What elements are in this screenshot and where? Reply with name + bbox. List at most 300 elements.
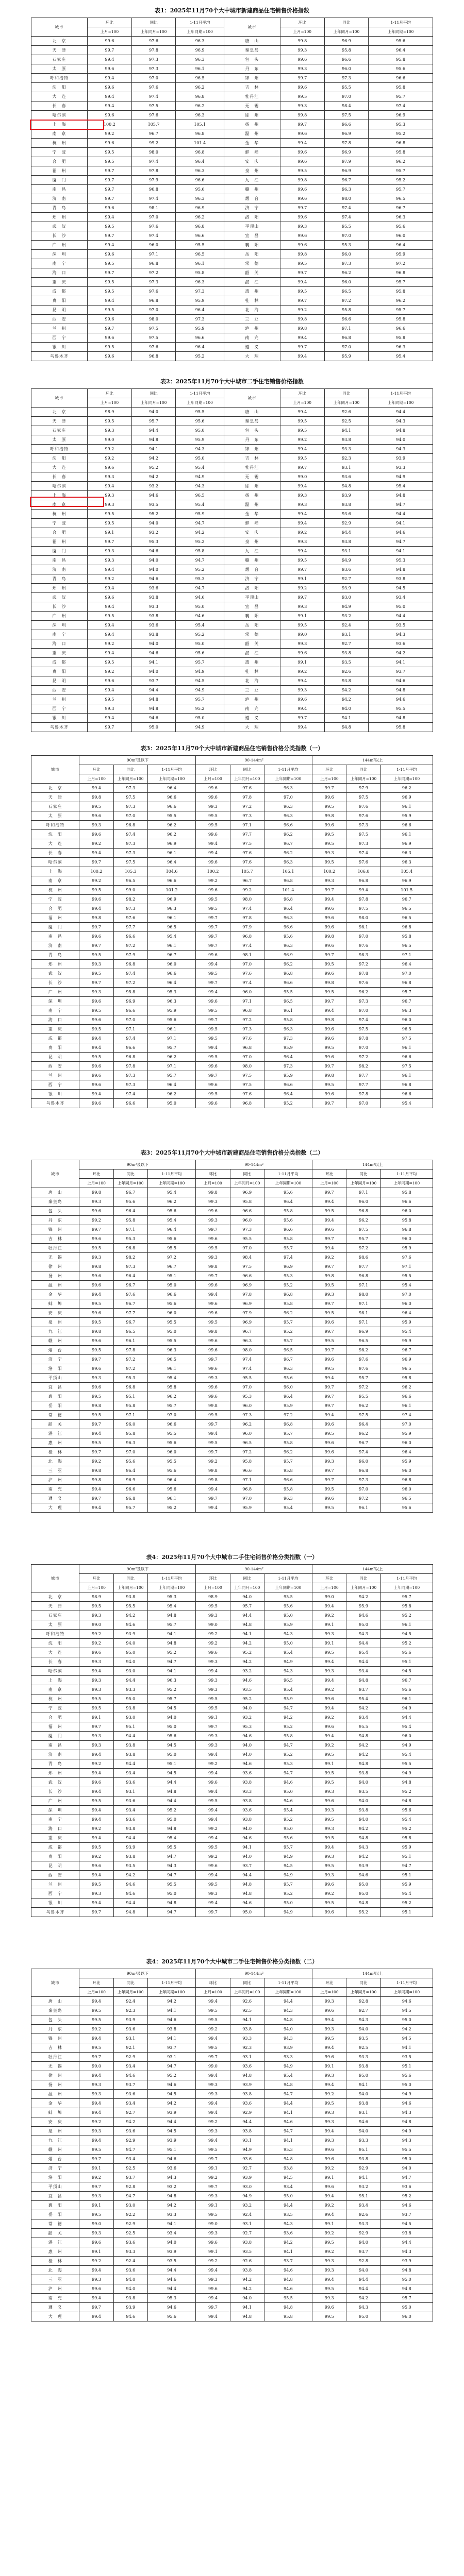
value-cell: 96.8 (113, 1494, 147, 1503)
header-city: 城市 (31, 1565, 79, 1592)
value-cell: 95.4 (176, 500, 224, 510)
value-cell: 96.6 (230, 1207, 264, 1216)
value-cell: 99.4 (312, 1704, 346, 1713)
value-cell: 96.8 (264, 1420, 312, 1429)
table-row (31, 426, 433, 435)
city-cell: 重 庆 (31, 1834, 79, 1843)
value-cell: 99.4 (196, 2266, 230, 2275)
value-cell: 93.8 (324, 676, 369, 686)
city-cell: 安 庆 (224, 528, 280, 537)
value-cell: 99.6 (312, 2145, 346, 2155)
city-cell: 锦 州 (31, 1225, 79, 1234)
city-cell: 九 江 (224, 176, 280, 185)
value-cell: 96.8 (346, 876, 380, 886)
city-cell: 南 宁 (31, 1006, 79, 1015)
value-cell: 97.3 (113, 1262, 147, 1272)
value-cell: 99.5 (79, 1025, 113, 1034)
value-cell: 99.4 (88, 630, 132, 639)
value-cell: 99.2 (79, 2025, 113, 2034)
value-cell: 92.6 (324, 667, 369, 676)
value-cell: 95.7 (369, 278, 433, 287)
value-cell: 93.9 (369, 454, 433, 463)
value-cell: 97.3 (230, 1025, 264, 1034)
header-base-mom: 上月=100 (312, 774, 346, 784)
value-cell: 97.1 (113, 1411, 147, 1420)
value-cell: 98.9 (79, 1592, 113, 1602)
value-cell: 99.3 (312, 2294, 346, 2303)
city-cell: 岳 阳 (31, 1401, 79, 1411)
city-cell: 丹 东 (224, 64, 280, 74)
city-cell: 沈 阳 (31, 454, 88, 463)
value-cell: 95.2 (176, 630, 224, 639)
header-mom: 环比 (196, 1978, 230, 1988)
value-cell: 99.5 (312, 1769, 346, 1778)
table-row (31, 1281, 433, 1290)
table-row (31, 148, 433, 157)
header-group-medium: 90-144m² (196, 756, 312, 765)
value-cell: 99.0 (196, 1620, 230, 1630)
table-row (31, 1025, 433, 1034)
table-row (31, 176, 433, 185)
table-row (31, 1908, 433, 1917)
value-cell: 99.3 (88, 556, 132, 565)
value-cell: 99.3 (196, 1611, 230, 1620)
value-cell: 96.2 (147, 1053, 195, 1062)
value-cell: 99.2 (196, 2173, 230, 2182)
value-cell: 99.2 (312, 2247, 346, 2257)
value-cell: 93.1 (230, 2136, 264, 2145)
value-cell: 93.8 (113, 1592, 147, 1602)
table-row (31, 129, 433, 139)
value-cell: 98.0 (324, 194, 369, 204)
city-cell: 南 宁 (31, 1815, 79, 1824)
value-cell: 101.4 (176, 139, 224, 148)
city-cell: 北 京 (31, 37, 88, 46)
city-cell: 南 京 (31, 876, 79, 886)
table-row (31, 2127, 433, 2136)
value-cell: 96.9 (324, 129, 369, 139)
city-cell: 厦 门 (31, 1732, 79, 1741)
value-cell: 95.7 (346, 1374, 380, 1383)
table-row (31, 1861, 433, 1871)
value-cell: 94.8 (230, 1889, 264, 1899)
table-row (31, 2201, 433, 2210)
value-cell: 95.0 (147, 1327, 195, 1336)
city-cell: 海 口 (31, 1824, 79, 1834)
value-cell: 99.2 (280, 306, 324, 315)
header-base-yoy: 上年同月=100 (346, 774, 380, 784)
value-cell: 95.0 (346, 1889, 380, 1899)
value-cell: 93.5 (147, 2257, 195, 2266)
value-cell: 99.5 (79, 1244, 113, 1253)
value-cell: 99.4 (346, 886, 380, 895)
value-cell: 94.3 (264, 1630, 312, 1639)
value-cell: 99.4 (79, 2266, 113, 2275)
value-cell: 94.8 (324, 482, 369, 491)
table-row (31, 111, 433, 120)
city-cell: 大 连 (31, 839, 79, 849)
value-cell: 99.5 (79, 1299, 113, 1309)
value-cell: 96.6 (147, 876, 195, 886)
value-cell: 93.6 (324, 510, 369, 519)
value-cell: 96.1 (380, 1043, 433, 1053)
value-cell: 96.9 (324, 148, 369, 157)
value-cell: 99.4 (79, 849, 113, 858)
value-cell: 95.2 (147, 1503, 195, 1513)
value-cell: 97.8 (230, 1290, 264, 1299)
table-row (31, 923, 433, 932)
city-cell: 洛 阳 (31, 1364, 79, 1374)
value-cell: 99.6 (88, 83, 132, 92)
value-cell: 96.3 (264, 858, 312, 867)
value-cell: 93.4 (369, 593, 433, 602)
value-cell: 94.8 (346, 1732, 380, 1741)
city-cell: 乌鲁木齐 (31, 723, 88, 732)
value-cell: 99.4 (79, 1667, 113, 1676)
value-cell: 97.2 (346, 960, 380, 969)
city-cell: 济 宁 (224, 574, 280, 584)
value-cell: 96.0 (380, 1732, 433, 1741)
value-cell: 99.7 (312, 951, 346, 960)
value-cell: 93.6 (324, 565, 369, 574)
city-cell: 深 圳 (31, 621, 88, 630)
value-cell: 99.3 (196, 802, 230, 811)
value-cell: 94.0 (131, 519, 176, 528)
value-cell: 94.2 (324, 695, 369, 704)
value-cell: 99.3 (312, 1290, 346, 1299)
city-cell: 合 肥 (31, 904, 79, 913)
value-cell: 96.6 (264, 821, 312, 830)
value-cell: 99.3 (280, 64, 324, 74)
value-cell: 94.5 (147, 2090, 195, 2099)
value-cell: 93.6 (113, 2238, 147, 2247)
header-base-yoy: 上年同月=100 (346, 1988, 380, 1997)
city-cell: 乌鲁木齐 (31, 352, 88, 361)
value-cell: 105.3 (113, 867, 147, 876)
city-cell: 乌鲁木齐 (31, 1099, 79, 1108)
city-cell: 长 春 (31, 101, 88, 111)
value-cell: 94.4 (264, 2201, 312, 2210)
value-cell: 94.5 (147, 1769, 195, 1778)
value-cell: 95.8 (380, 1374, 433, 1383)
value-cell: 96.9 (147, 839, 195, 849)
value-cell: 99.3 (312, 849, 346, 858)
value-cell: 96.5 (264, 1346, 312, 1355)
value-cell: 94.6 (176, 593, 224, 602)
value-cell: 97.0 (346, 1099, 380, 1108)
value-cell: 94.4 (147, 2284, 195, 2294)
city-cell: 平顶山 (224, 222, 280, 231)
value-cell: 99.5 (88, 148, 132, 157)
value-cell: 99.5 (312, 1899, 346, 1908)
value-cell: 97.9 (230, 1309, 264, 1318)
value-cell: 96.2 (147, 1392, 195, 1401)
city-cell: 洛 阳 (224, 584, 280, 593)
value-cell: 94.5 (147, 1741, 195, 1750)
value-cell: 99.6 (88, 315, 132, 324)
table-row (31, 352, 433, 361)
value-cell: 95.4 (147, 932, 195, 941)
city-cell: 沈 阳 (31, 1639, 79, 1648)
value-cell: 97.4 (113, 969, 147, 978)
value-cell: 96.6 (176, 333, 224, 343)
value-cell: 96.4 (176, 343, 224, 352)
value-cell: 94.6 (346, 2117, 380, 2127)
value-cell: 95.2 (380, 1639, 433, 1648)
value-cell: 94.3 (346, 2015, 380, 2025)
value-cell: 96.7 (346, 1438, 380, 1448)
value-cell: 99.2 (312, 1889, 346, 1899)
city-cell: 温 州 (31, 1281, 79, 1290)
value-cell: 97.4 (369, 101, 433, 111)
value-cell: 94.9 (264, 1657, 312, 1667)
table-row (31, 120, 433, 129)
value-cell: 99.6 (312, 793, 346, 802)
value-cell: 96.3 (264, 1364, 312, 1374)
value-cell: 99.8 (312, 1272, 346, 1281)
city-cell: 常 德 (224, 259, 280, 268)
table-row (31, 510, 433, 519)
value-cell: 99.5 (196, 1053, 230, 1062)
value-cell: 99.6 (196, 1648, 230, 1657)
value-cell: 93.9 (346, 1861, 380, 1871)
value-cell: 96.8 (346, 1466, 380, 1476)
value-cell: 99.3 (196, 1889, 230, 1899)
city-cell: 福 州 (31, 166, 88, 176)
city-cell: 大 理 (224, 352, 280, 361)
value-cell: 99.6 (196, 784, 230, 793)
value-cell: 99.7 (196, 2182, 230, 2192)
value-cell: 99.7 (280, 268, 324, 278)
value-cell: 95.2 (380, 1824, 433, 1834)
value-cell: 94.8 (380, 1797, 433, 1806)
value-cell: 97.3 (324, 259, 369, 268)
value-cell: 94.7 (147, 1908, 195, 1917)
table-row (31, 343, 433, 352)
value-cell: 99.4 (79, 2099, 113, 2108)
value-cell: 93.5 (264, 2210, 312, 2219)
value-cell: 97.3 (346, 997, 380, 1006)
value-cell: 96.8 (346, 1272, 380, 1281)
city-cell: 吉 林 (31, 2043, 79, 2053)
value-cell: 96.5 (380, 1025, 433, 1034)
value-cell: 96.8 (264, 895, 312, 904)
value-cell: 93.7 (369, 667, 433, 676)
value-cell: 97.3 (230, 1411, 264, 1420)
city-cell: 呼和浩特 (31, 445, 88, 454)
value-cell: 94.7 (176, 584, 224, 593)
value-cell: 97.6 (230, 784, 264, 793)
city-cell: 唐 山 (31, 1997, 79, 2006)
header-avg: 1-11月平均 (380, 1170, 433, 1179)
city-cell: 赣 州 (224, 185, 280, 194)
value-cell: 95.9 (324, 352, 369, 361)
city-cell: 南 昌 (31, 932, 79, 941)
value-cell: 99.2 (230, 886, 264, 895)
value-cell: 99.7 (196, 2303, 230, 2312)
value-cell: 95.9 (380, 1457, 433, 1466)
value-cell: 95.8 (264, 1207, 312, 1216)
value-cell: 94.0 (324, 704, 369, 714)
table-row (31, 2257, 433, 2266)
value-cell: 94.7 (147, 1657, 195, 1667)
value-cell: 97.0 (230, 960, 264, 969)
value-cell: 95.5 (147, 1880, 195, 1889)
value-cell: 99.6 (196, 1392, 230, 1401)
value-cell: 96.2 (147, 1197, 195, 1207)
value-cell: 99.5 (88, 157, 132, 166)
value-cell: 99.7 (196, 913, 230, 923)
value-cell: 94.8 (131, 435, 176, 445)
value-cell: 97.3 (230, 1225, 264, 1234)
table-row (31, 2275, 433, 2284)
value-cell: 99.6 (79, 932, 113, 941)
value-cell: 95.3 (147, 2294, 195, 2303)
value-cell: 96.2 (369, 157, 433, 166)
table-row (31, 565, 433, 574)
value-cell: 96.0 (380, 1015, 433, 1025)
city-cell: 南 充 (224, 333, 280, 343)
value-cell: 97.9 (230, 923, 264, 932)
value-cell: 93.8 (346, 1769, 380, 1778)
city-cell: 金 华 (31, 1290, 79, 1299)
city-cell: 成 都 (31, 1843, 79, 1852)
value-cell: 97.6 (230, 858, 264, 867)
value-cell: 94.6 (131, 491, 176, 500)
value-cell: 97.1 (230, 997, 264, 1006)
value-cell: 96.6 (176, 176, 224, 185)
value-cell: 96.8 (113, 1383, 147, 1392)
value-cell: 99.5 (196, 1034, 230, 1043)
value-cell: 94.2 (264, 2238, 312, 2247)
city-cell: 太 原 (31, 1620, 79, 1630)
table-row (31, 278, 433, 287)
city-cell: 三 亚 (31, 2275, 79, 2284)
value-cell: 99.2 (79, 1639, 113, 1648)
value-cell: 94.0 (131, 408, 176, 417)
value-cell: 99.4 (312, 1006, 346, 1015)
value-cell: 96.5 (264, 997, 312, 1006)
value-cell: 99.6 (312, 1034, 346, 1043)
table-row (31, 849, 433, 858)
value-cell: 96.5 (264, 1676, 312, 1685)
header-group-medium: 90-144m² (196, 1160, 312, 1170)
header-yoy: 同比 (131, 18, 176, 27)
value-cell: 99.3 (312, 2025, 346, 2034)
value-cell: 96.0 (380, 1438, 433, 1448)
value-cell: 96.3 (147, 997, 195, 1006)
value-cell: 96.8 (113, 1244, 147, 1253)
value-cell: 99.4 (79, 2294, 113, 2303)
value-cell: 99.5 (312, 988, 346, 997)
value-cell: 97.6 (131, 222, 176, 231)
header-mom: 环比 (196, 765, 230, 774)
value-cell: 93.2 (324, 612, 369, 621)
value-cell: 95.8 (369, 333, 433, 343)
value-cell: 99.3 (196, 1253, 230, 1262)
value-cell: 99.8 (79, 1466, 113, 1476)
value-cell: 95.6 (147, 1015, 195, 1025)
value-cell: 99.5 (196, 2006, 230, 2015)
value-cell: 94.6 (264, 1778, 312, 1787)
value-cell: 95.6 (264, 1834, 312, 1843)
value-cell: 96.3 (264, 1494, 312, 1503)
table-row (31, 1318, 433, 1327)
header-group-small: 90m²及以下 (79, 1160, 196, 1170)
value-cell: 97.4 (113, 830, 147, 839)
value-cell: 97.3 (131, 55, 176, 64)
table3-section (31, 742, 433, 1108)
table-row (31, 1429, 433, 1438)
value-cell: 94.0 (346, 1815, 380, 1824)
value-cell: 93.5 (346, 1787, 380, 1797)
table-row (31, 1602, 433, 1611)
header-base-yoy: 上年同月=100 (230, 1988, 264, 1997)
table-row (31, 2080, 433, 2090)
city-cell: 九 江 (224, 547, 280, 556)
value-cell: 95.8 (264, 1438, 312, 1448)
value-cell: 95.9 (380, 811, 433, 821)
value-cell: 99.3 (196, 2275, 230, 2284)
value-cell: 96.4 (380, 960, 433, 969)
value-cell: 99.5 (196, 969, 230, 978)
value-cell: 99.3 (280, 686, 324, 695)
value-cell: 94.6 (380, 2099, 433, 2108)
value-cell: 94.5 (380, 1667, 433, 1676)
table-row (31, 1207, 433, 1216)
value-cell: 94.5 (380, 2219, 433, 2229)
value-cell: 96.3 (369, 343, 433, 352)
value-cell: 94.1 (324, 426, 369, 435)
value-cell: 99.4 (312, 1676, 346, 1685)
table-row (31, 793, 433, 802)
table-row (31, 259, 433, 268)
value-cell: 93.6 (113, 2025, 147, 2034)
value-cell: 97.3 (113, 849, 147, 858)
table-row (31, 1899, 433, 1908)
value-cell: 99.1 (79, 2201, 113, 2210)
value-cell: 94.2 (369, 649, 433, 658)
value-cell: 99.0 (113, 886, 147, 895)
value-cell: 96.3 (147, 1346, 195, 1355)
value-cell: 99.1 (312, 1759, 346, 1769)
header-base-avg: 上年同期=100 (264, 1583, 312, 1592)
value-cell: 96.8 (230, 1043, 264, 1053)
header-yoy: 同比 (113, 765, 147, 774)
value-cell: 96.0 (346, 1197, 380, 1207)
city-cell: 呼和浩特 (31, 74, 88, 83)
value-cell: 99.5 (79, 1346, 113, 1355)
value-cell: 99.3 (196, 2127, 230, 2136)
value-cell: 94.0 (147, 2238, 195, 2247)
value-cell: 95.0 (147, 1750, 195, 1759)
value-cell: 95.3 (369, 556, 433, 565)
value-cell: 97.3 (131, 278, 176, 287)
value-cell: 99.4 (312, 895, 346, 904)
value-cell: 97.3 (346, 839, 380, 849)
city-cell: 金 华 (224, 139, 280, 148)
value-cell: 95.8 (380, 1188, 433, 1197)
value-cell: 93.6 (147, 2164, 195, 2173)
value-cell: 99.5 (196, 1843, 230, 1852)
value-cell: 93.9 (113, 2015, 147, 2025)
value-cell: 104.6 (147, 867, 195, 876)
value-cell: 97.4 (230, 1364, 264, 1374)
table-row (31, 904, 433, 913)
value-cell: 96.9 (380, 876, 433, 886)
table-row (31, 1485, 433, 1494)
value-cell: 99.0 (196, 2219, 230, 2229)
